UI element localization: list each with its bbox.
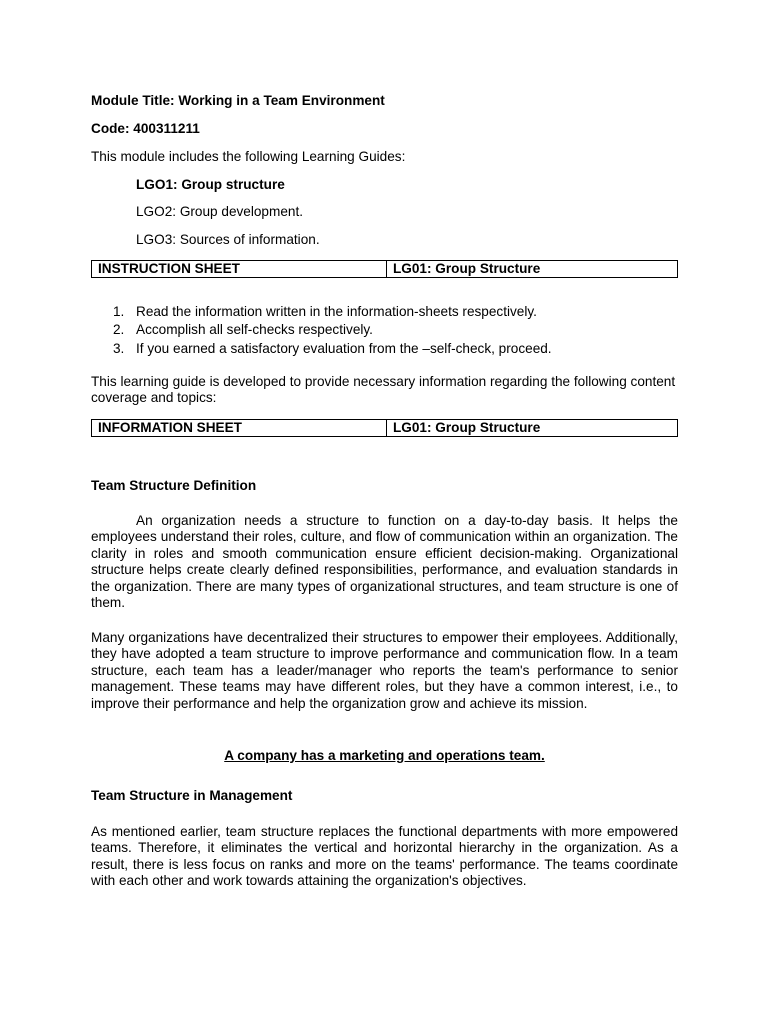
learning-guide-2: LGO2: Group development. <box>136 204 303 219</box>
management-paragraph: As mentioned earlier, team structure replaces the functional departments with more empowered teams. Therefore, it eliminates the vertical and horizontal hierarchy in the organization. As a result, there is less focus on ranks and more on the teams' performance. The teams coordinate with each other and work towards attaining the organization's objectives. <box>91 824 678 889</box>
information-sheet-label: INFORMATION SHEET <box>92 420 387 437</box>
step-number: 2. <box>113 322 125 338</box>
instruction-steps-list <box>91 303 552 358</box>
list-item <box>91 321 552 339</box>
step-number: 1. <box>113 304 125 319</box>
information-sheet-row <box>92 420 678 437</box>
definition-paragraph-1: An organization needs a structure to function on a day-to-day basis. It helps the employees understand their roles, culture, and flow of communication within an organization. The clarity in roles and smooth communication ensure efficient decision-making. Organizational structure helps create clearly defined responsibilities, performance, and evaluation standards in the organization. There are many types of organizational structures, and team structure is one of them. <box>91 513 678 611</box>
definition-paragraph-2: Many organizations have decentralized their structures to empower their employees. Additionally, they have adopted a team structure to improve performance and communication flow. In a team structure, each team has a leader/manager who reports the team's performance to senior management. These teams may have different roles, but they have a common interest, i.e., to improve their performance and help the organization grow and achieve its mission. <box>91 630 678 711</box>
information-sheet-table <box>91 419 678 437</box>
instruction-sheet-label: INSTRUCTION SHEET <box>92 261 387 278</box>
example-title: A company has a marketing and operations team. <box>224 748 545 763</box>
section-heading-definition: Team Structure Definition <box>91 478 257 493</box>
module-title: Module Title: Working in a Team Environment <box>91 93 385 108</box>
coverage-text: This learning guide is developed to provide necessary information regarding the following content coverage and topics: <box>91 374 676 406</box>
instruction-sheet-row <box>92 261 678 278</box>
step-text: Accomplish all self-checks respectively. <box>136 322 373 338</box>
instruction-sheet-guide: LG01: Group Structure <box>387 261 678 278</box>
step-text: Read the information written in the information-sheets respectively. <box>136 304 537 319</box>
section-heading-management: Team Structure in Management <box>91 788 293 803</box>
learning-guide-3: LGO3: Sources of information. <box>136 232 320 247</box>
instruction-sheet-table <box>91 260 678 278</box>
step-number: 3. <box>113 340 125 356</box>
learning-guide-1: LGO1: Group structure <box>136 177 285 192</box>
list-item <box>91 340 552 358</box>
information-sheet-guide: LG01: Group Structure <box>387 420 678 437</box>
module-code: Code: 400311211 <box>91 121 200 136</box>
list-item <box>91 303 552 321</box>
step-text: If you earned a satisfactory evaluation from the –self-check, proceed. <box>136 340 552 356</box>
module-intro: This module includes the following Learning Guides: <box>91 149 406 164</box>
